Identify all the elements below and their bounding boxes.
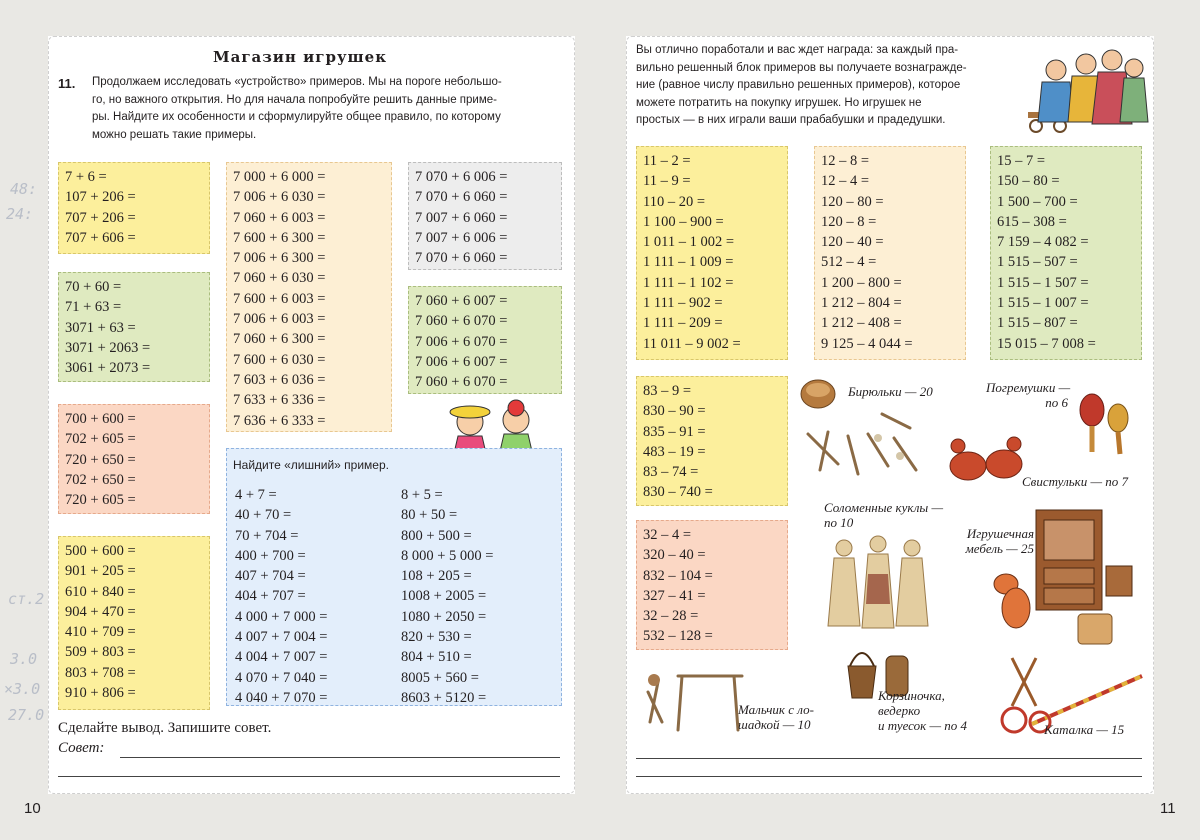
intro-line: вильно решенный блок примеров вы получаете вознагражде- [636, 61, 967, 74]
example: 80 + 50 = [401, 507, 458, 524]
example: 9 125 – 4 044 = [821, 335, 913, 352]
right-page [626, 36, 1154, 794]
page-number-left: 10 [24, 800, 41, 817]
example: 7 633 + 6 336 = [233, 392, 326, 409]
example: 120 – 8 = [821, 213, 877, 230]
subtraction-block-3 [990, 146, 1142, 360]
example: 120 – 80 = [821, 193, 884, 210]
example: 1 111 – 1 009 = [643, 254, 734, 271]
korzina-line: Корзиночка, [878, 688, 945, 703]
subtraction-block-1 [636, 146, 788, 360]
background-scribble: ст.2 [8, 590, 45, 608]
example: 11 – 9 = [643, 173, 691, 190]
example: 7 600 + 6 300 = [233, 229, 326, 246]
intro-line: простых — в них играли ваши прабабушки и прадедушки. [636, 114, 946, 126]
example: 150 – 80 = [997, 173, 1060, 190]
example: 7 060 + 6 300 = [233, 331, 326, 348]
malchik-label [738, 702, 814, 732]
example-block-2 [58, 272, 210, 382]
example: 4 004 + 7 007 = [235, 649, 328, 666]
example: 7 006 + 6 003 = [233, 311, 326, 328]
example: 7 006 + 6 030 = [233, 189, 326, 206]
example: 707 + 206 = [65, 209, 136, 226]
example: 83 – 9 = [643, 383, 692, 399]
example: 1 111 – 902 = [643, 295, 723, 312]
example: 110 – 20 = [643, 193, 706, 210]
example: 320 – 40 = [643, 547, 706, 564]
subtraction-block-2 [814, 146, 966, 360]
example: 835 – 91 = [643, 423, 706, 440]
example: 4 000 + 7 000 = [235, 608, 328, 625]
example: 7 + 6 = [65, 169, 107, 185]
kukly-line: Соломенные куклы — [824, 500, 944, 515]
example: 700 + 600 = [65, 411, 136, 427]
example: 107 + 206 = [65, 189, 136, 206]
odd-col-1 [235, 485, 327, 708]
example: 70 + 60 = [65, 279, 122, 295]
example: 1 515 – 1 007 = [997, 295, 1089, 312]
example-block-4 [58, 536, 210, 710]
example: 7 070 + 6 060 = [415, 189, 508, 206]
odd-col-2 [401, 485, 493, 708]
mebel-line: Игрушечная [966, 526, 1034, 541]
malchik-line: шадкой — 10 [738, 717, 811, 732]
intro-line: можете потратить на покупку игрушек. Но игрушек не [636, 96, 922, 109]
example: 70 + 704 = [235, 527, 299, 544]
example: 901 + 205 = [65, 563, 136, 580]
advice-line[interactable] [58, 776, 560, 777]
example: 1 515 – 1 507 = [997, 274, 1089, 291]
example: 7 603 + 6 036 = [233, 371, 326, 388]
example: 7 006 + 6 300 = [233, 250, 326, 267]
kukly-line: по 10 [824, 515, 854, 530]
example: 3071 + 2063 = [65, 339, 151, 356]
pogremushki-line: Погремушки — [986, 380, 1071, 395]
intro-text [636, 42, 1006, 130]
example: 7 006 + 6 007 = [415, 353, 508, 370]
example-block-5 [226, 162, 392, 432]
subtraction-block-5 [636, 520, 788, 650]
intro-line: ние (равное числу правильно решенных примеров), которое [636, 79, 961, 91]
example: 407 + 704 = [235, 568, 306, 585]
answer-line[interactable] [636, 758, 1142, 759]
example: 120 – 40 = [821, 234, 884, 251]
example: 509 + 803 = [65, 644, 136, 661]
page-title: Магазин игрушек [213, 48, 388, 66]
example: 830 – 90 = [643, 403, 706, 420]
example: 904 + 470 = [65, 603, 136, 620]
left-page [48, 36, 575, 794]
example: 4 040 + 7 070 = [235, 689, 328, 706]
example: 483 – 19 = [643, 443, 706, 460]
example: 7 007 + 6 060 = [415, 209, 508, 226]
biryulki-label: Бирюльки — 20 [848, 384, 933, 399]
svistulki-picture [946, 428, 1026, 490]
example: 615 – 308 = [997, 213, 1067, 230]
example: 610 + 840 = [65, 583, 136, 600]
answer-line[interactable] [636, 776, 1142, 777]
example: 1 515 – 507 = [997, 254, 1078, 271]
example: 1080 + 2050 = [401, 608, 487, 625]
conclusion-text: Сделайте вывод. Запишите совет. [58, 720, 272, 736]
task-number: 11. [58, 76, 76, 91]
example: 1 212 – 408 = [821, 315, 902, 332]
example: 1 500 – 700 = [997, 193, 1078, 210]
example: 7 070 + 6 060 = [415, 250, 508, 267]
family-illustration [1008, 42, 1148, 134]
mebel-picture [986, 506, 1144, 646]
background-scribble: 48: [10, 180, 38, 198]
example: 1 100 – 900 = [643, 213, 724, 230]
example: 500 + 600 = [65, 543, 136, 559]
example: 327 – 41 = [643, 587, 706, 604]
example: 720 + 605 = [65, 492, 136, 509]
example: 1 011 – 1 002 = [643, 234, 735, 251]
example: 830 – 740 = [643, 484, 713, 501]
example: 803 + 708 = [65, 664, 136, 681]
example: 1 212 – 804 = [821, 295, 902, 312]
example: 702 + 650 = [65, 471, 136, 488]
example: 1 515 – 807 = [997, 315, 1078, 332]
background-scribble: ×3.0 [4, 680, 41, 698]
example: 8 + 5 = [401, 487, 443, 503]
malchik-line: Мальчик с ло- [738, 702, 814, 717]
example: 7 007 + 6 006 = [415, 229, 508, 246]
example: 7 060 + 6 007 = [415, 293, 508, 309]
example: 1 111 – 209 = [643, 315, 723, 332]
example: 108 + 205 = [401, 568, 472, 585]
example: 7 060 + 6 070 = [415, 313, 508, 330]
pogremushki-label [986, 380, 1071, 410]
example: 8 000 + 5 000 = [401, 547, 494, 564]
task-line: Продолжаем исследовать «устройство» примеров. Мы на пороге небольшо- [92, 76, 502, 88]
example: 832 – 104 = [643, 567, 713, 584]
example: 7 159 – 4 082 = [997, 234, 1089, 251]
korzina-label [878, 688, 967, 733]
advice-label: Совет: [58, 740, 105, 756]
example: 4 070 + 7 040 = [235, 669, 328, 686]
example: 11 011 – 9 002 = [643, 335, 741, 352]
task-line: можно решать такие примеры. [92, 128, 257, 141]
example: 800 + 500 = [401, 527, 472, 544]
example: 1008 + 2005 = [401, 588, 487, 605]
example: 720 + 650 = [65, 451, 136, 468]
odd-example-block [226, 448, 562, 706]
example: 702 + 605 = [65, 431, 136, 448]
example: 804 + 510 = [401, 649, 472, 666]
example: 532 – 128 = [643, 628, 713, 645]
example: 4 + 7 = [235, 487, 277, 503]
example-block-1 [58, 162, 210, 254]
example: 12 – 4 = [821, 173, 870, 190]
example-block-3 [58, 404, 210, 514]
kukly-label [824, 500, 943, 530]
example-block-6 [408, 162, 562, 270]
example: 7 060 + 6 030 = [233, 270, 326, 287]
korzina-line: ведерко [878, 703, 921, 718]
example: 7 636 + 6 333 = [233, 412, 326, 429]
example: 12 – 8 = [821, 153, 870, 169]
background-scribble: 27.0 [8, 706, 45, 724]
example: 32 – 28 = [643, 608, 699, 625]
mebel-line: мебель — 25 [965, 541, 1034, 556]
example: 32 – 4 = [643, 527, 692, 543]
example: 7 070 + 6 006 = [415, 169, 508, 185]
example: 7 600 + 6 003 = [233, 290, 326, 307]
example: 404 + 707 = [235, 588, 306, 605]
background-scribble: 3.0 [10, 650, 38, 668]
example: 3071 + 63 = [65, 319, 136, 336]
svistulki-label: Свистульки — по 7 [1022, 474, 1129, 489]
example: 3061 + 2073 = [65, 360, 151, 377]
pogremushki-picture [1074, 388, 1134, 458]
example: 15 – 7 = [997, 153, 1046, 169]
pogremushki-line: по 6 [1045, 395, 1068, 410]
example: 4 007 + 7 004 = [235, 629, 328, 646]
task-line: го, но важного открытия. Но для начала попробуйте решить данные приме- [92, 93, 497, 106]
example: 707 + 606 = [65, 229, 136, 246]
example: 15 015 – 7 008 = [997, 335, 1096, 352]
example: 7 060 + 6 070 = [415, 374, 508, 391]
korzina-line: и туесок — по 4 [878, 718, 968, 733]
example: 71 + 63 = [65, 299, 122, 316]
example: 8005 + 560 = [401, 669, 479, 686]
example: 1 200 – 800 = [821, 274, 902, 291]
task-text [92, 74, 572, 144]
page-number-right: 11 [1160, 800, 1176, 817]
kukly-picture [824, 534, 934, 630]
odd-example-title: Найдите «лишний» пример. [233, 458, 389, 472]
katalka-label: Каталка — 15 [1044, 722, 1125, 737]
malchik-picture [638, 662, 748, 732]
example: 1 111 – 1 102 = [643, 274, 734, 291]
subtraction-block-4 [636, 376, 788, 506]
example: 83 – 74 = [643, 464, 699, 481]
advice-line[interactable] [120, 757, 560, 758]
example: 11 – 2 = [643, 153, 691, 169]
example: 7 000 + 6 000 = [233, 169, 326, 185]
task-line: ры. Найдите их особенности и сформулируйте общее правило, по которому [92, 111, 501, 123]
example: 8603 + 5120 = [401, 689, 487, 706]
example: 7 060 + 6 003 = [233, 209, 326, 226]
example: 910 + 806 = [65, 685, 136, 702]
intro-line: Вы отлично поработали и вас ждет награда: за каждый пра- [636, 44, 959, 56]
example-block-7 [408, 286, 562, 394]
example: 400 + 700 = [235, 547, 306, 564]
example: 7 600 + 6 030 = [233, 351, 326, 368]
example: 40 + 70 = [235, 507, 292, 524]
example: 410 + 709 = [65, 624, 136, 641]
background-scribble: 24: [6, 205, 34, 223]
example: 512 – 4 = [821, 254, 877, 271]
example: 820 + 530 = [401, 629, 472, 646]
example: 7 006 + 6 070 = [415, 333, 508, 350]
